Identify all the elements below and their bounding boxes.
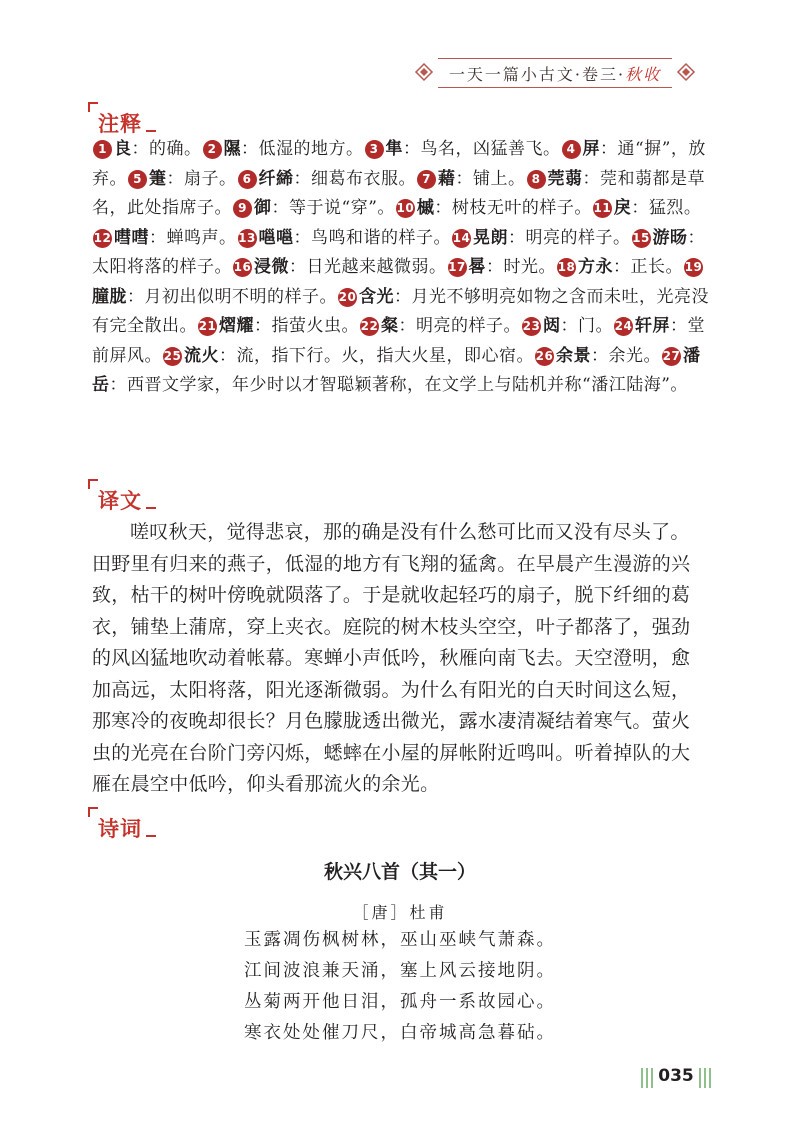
note-item (232, 257, 447, 277)
poem-line: 丛菊两开他日泪，孤舟一系故园心。 (244, 992, 556, 1012)
note-term: 嗈嗈 (258, 227, 294, 248)
note-number-badge: 24 (614, 317, 633, 336)
note-number-badge: 17 (448, 258, 467, 277)
note-item (364, 139, 561, 159)
note-number-badge: 13 (238, 229, 257, 248)
note-item (162, 346, 534, 366)
note-text: ：余光。 (591, 345, 661, 366)
section-heading-poem (88, 807, 188, 843)
note-number-badge: 2 (203, 140, 222, 159)
note-term: 纤絺 (258, 168, 294, 189)
note-number-badge: 14 (452, 229, 471, 248)
note-number-badge: 5 (128, 170, 147, 189)
heading-tail (146, 507, 156, 509)
note-number-badge: 18 (557, 258, 576, 277)
note-item (451, 228, 631, 248)
note-text: ：扇子。 (166, 168, 237, 189)
note-number-badge: 6 (238, 170, 257, 189)
section-heading-translation (88, 479, 188, 515)
note-text: ：鸟名，凶猛善飞。 (403, 139, 561, 159)
note-text: ：指萤火虫。 (254, 316, 359, 336)
note-item (447, 257, 557, 277)
note-text: ：时光。 (486, 257, 556, 277)
note-text: ：低湿的地方。 (241, 139, 364, 159)
note-text: ：莞和蒻都是草名，此处指席子。 (92, 168, 705, 218)
note-text: ：流，指下行。火，指大火星，即心宿。 (219, 345, 534, 366)
note-item (416, 169, 526, 189)
note-term: 游旸 (652, 227, 688, 248)
note-term: 潘岳 (92, 345, 701, 395)
note-term: 方永 (578, 257, 613, 277)
note-term: 闼 (543, 316, 561, 336)
note-text: ：细葛布衣服。 (293, 168, 416, 189)
note-item (592, 198, 702, 218)
note-number-badge: 1 (93, 140, 112, 159)
section-heading-notes (88, 102, 188, 138)
note-term: 含光 (359, 286, 394, 307)
note-number-badge: 4 (562, 140, 581, 159)
note-text: ：等于说“穿”。 (271, 198, 395, 218)
note-term: 嘒嘒 (114, 227, 149, 248)
note-term: 箑 (149, 168, 167, 189)
note-text: ：月光不够明亮如物之含而未吐，光亮没有完全散出。 (92, 286, 709, 336)
note-number-badge: 25 (163, 347, 182, 366)
header-rule-bottom (438, 87, 672, 88)
header-accent: 秋收 (625, 65, 662, 84)
note-text: ：鸟鸣和谐的样子。 (293, 227, 451, 248)
heading-corner (88, 807, 98, 817)
header-rule-top (438, 58, 672, 59)
note-item (237, 228, 452, 248)
note-number-badge: 15 (632, 229, 651, 248)
note-number-badge: 22 (360, 317, 379, 336)
note-number-badge: 10 (396, 199, 415, 218)
header-title: 一天一篇小古文·卷三·秋收 (448, 65, 662, 84)
note-text: ：西晋文学家，年少时以才智聪颖著称，在文学上与陆机并称“潘江陆海”。 (109, 375, 688, 395)
note-number-badge: 7 (417, 170, 436, 189)
note-text: ：日光越来越微弱。 (289, 257, 447, 277)
note-text: ：蝉鸣声。 (149, 227, 237, 248)
note-number-badge: 26 (535, 347, 554, 366)
note-item (197, 316, 359, 336)
section-label: 注释 (98, 111, 142, 136)
note-text: ：明亮的样子。 (398, 316, 521, 336)
note-item (92, 139, 202, 159)
note-term: 余景 (556, 345, 591, 366)
note-item (521, 316, 613, 336)
note-number-badge: 8 (527, 170, 546, 189)
heading-corner (88, 102, 98, 112)
poem-author: ［唐］杜甫 (352, 903, 448, 922)
note-number-badge: 9 (233, 199, 252, 218)
heading-tail (146, 130, 156, 132)
note-term: 晷 (468, 257, 486, 277)
note-text: ：猛烈。 (631, 198, 702, 218)
note-text: ：明亮的样子。 (508, 227, 631, 248)
note-term: 屏 (582, 139, 600, 159)
note-item (232, 198, 395, 218)
note-text: ：太阳将落的样子。 (92, 227, 705, 277)
poem-title: 秋兴八首（其一） (323, 861, 476, 883)
note-term: 隼 (385, 139, 403, 159)
note-term: 槭 (416, 198, 435, 218)
translation-paragraph: 嗟叹秋天，觉得悲哀，那的确是没有什么愁可比而又没有尽头了。田野里有归来的燕子，低湿的地方有飞翔的猛禽。在早晨产生漫游的兴致，枯干的树叶傍晚就陨落了。于是就收起轻巧的扇子，脱下纤细的葛衣，铺垫上蒲席，穿上夹衣。庭院的树木枝头空空，叶子都落了，强劲的风凶猛地吹动着帐幕。寒蝉小声低吟，秋雁向南飞去。天空澄明，愈加高远，太阳将落，阳光逐渐微弱。为什么有阳光的白天时间这么短，那寒冷的夜晚却很长？月色朦胧透出微光，露水凄清凝结着寒气。萤火虫的光亮在台阶门旁闪烁，蟋蟀在小屋的屏帐附近鸣叫。听着掉队的大雁在晨空中低吟，仰头看那流火的余光。 (92, 521, 691, 795)
section-label: 译文 (98, 488, 142, 513)
note-item (202, 139, 364, 159)
note-text: ：树枝无叶的样子。 (434, 198, 592, 218)
note-term: 朣胧 (92, 286, 127, 307)
note-item (534, 346, 661, 366)
note-term: 粲 (381, 316, 399, 336)
note-text: ：通“摒”，放弃。 (92, 139, 706, 189)
poem-lines (0, 925, 800, 1049)
note-term: 莞蒻 (547, 168, 583, 189)
heading-corner (88, 479, 98, 489)
note-text: ：的确。 (131, 139, 202, 159)
note-term: 戾 (613, 198, 632, 218)
note-text: ：正长。 (613, 257, 683, 277)
note-term: 轩屏 (635, 316, 670, 336)
page-number (640, 1066, 720, 1090)
heading-tail (146, 835, 156, 837)
note-term: 隰 (223, 139, 241, 159)
note-text: ：铺上。 (455, 168, 526, 189)
page-number-text: 035 (658, 1066, 694, 1086)
note-term: 熠耀 (219, 316, 254, 336)
note-term: 流火 (184, 345, 219, 366)
note-number-badge: 11 (593, 199, 612, 218)
note-term: 御 (254, 198, 272, 218)
note-item (127, 169, 237, 189)
page-bars-right-icon (698, 1068, 712, 1088)
note-text: ：门。 (560, 316, 613, 336)
note-term: 浸微 (254, 257, 289, 277)
note-number-badge: 19 (684, 258, 703, 277)
note-number-badge: 3 (365, 140, 384, 159)
note-number-badge: 21 (198, 317, 217, 336)
running-header (410, 53, 700, 93)
header-ornament-right-icon (674, 60, 698, 84)
note-number-badge: 12 (93, 229, 112, 248)
page-bars-left-icon (640, 1068, 654, 1088)
note-number-badge: 27 (662, 347, 681, 366)
note-item (237, 169, 417, 189)
note-text: ：堂前屏风。 (92, 316, 705, 366)
note-item (359, 316, 521, 336)
header-ornament-left-icon (412, 60, 436, 84)
section-label: 诗词 (98, 816, 142, 841)
note-term: 晃朗 (473, 227, 508, 248)
note-item (556, 257, 683, 277)
poem-line: 寒衣处处催刀尺，白帝城高急暮砧。 (244, 1023, 556, 1043)
note-term: 良 (114, 139, 132, 159)
note-number-badge: 23 (522, 317, 541, 336)
note-text: ：月初出似明不明的样子。 (127, 286, 337, 307)
note-term: 藉 (438, 168, 456, 189)
notes-block (92, 135, 712, 401)
note-number-badge: 20 (338, 288, 357, 307)
poem-line: 玉露凋伤枫树林，巫山巫峡气萧森。 (244, 930, 556, 950)
poem-line: 江间波浪兼天涌，塞上风云接地阴。 (244, 961, 556, 981)
note-number-badge: 16 (233, 258, 252, 277)
note-item (395, 198, 592, 218)
note-item (92, 228, 237, 248)
